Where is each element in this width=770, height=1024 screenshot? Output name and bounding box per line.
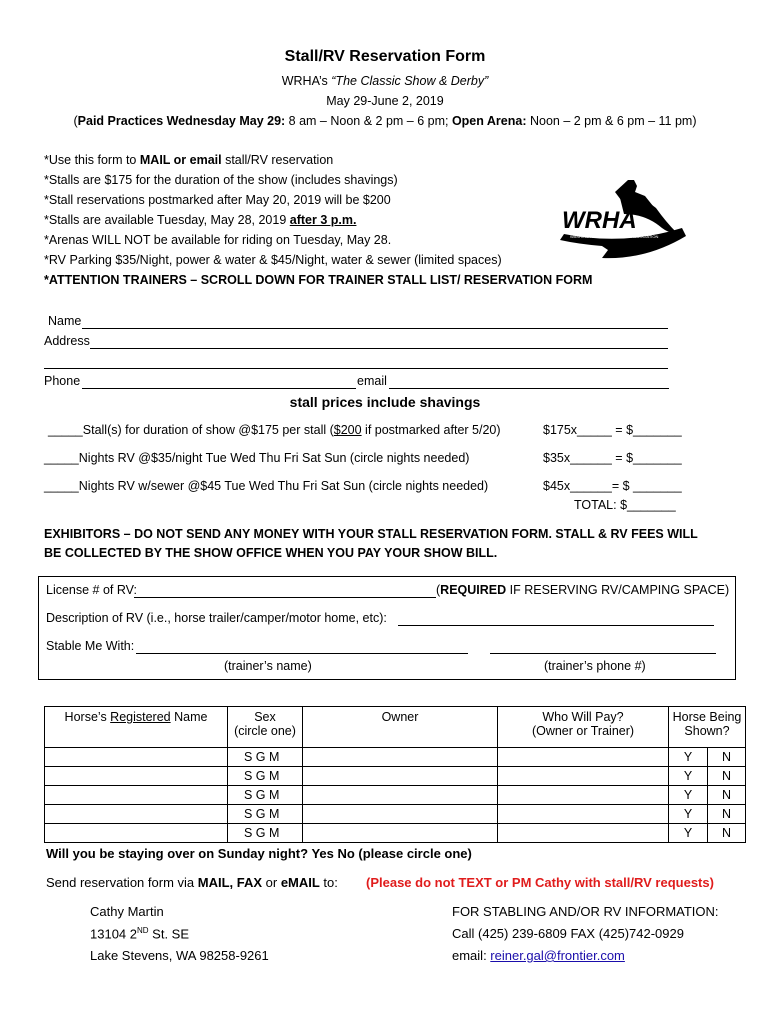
trainer-phone-caption: (trainer’s phone #) xyxy=(544,659,646,673)
who-pays-cell[interactable] xyxy=(498,767,669,786)
who-pays-cell[interactable] xyxy=(498,824,669,843)
show-dates: May 29-June 2, 2019 xyxy=(326,94,444,108)
practice-open: ( xyxy=(73,114,78,128)
note-5: *Arenas WILL NOT be available for riding on Tuesday, May 28. xyxy=(44,233,392,247)
horse-row xyxy=(45,805,746,824)
exhibitors-notice-2: BE COLLECTED BY THE SHOW OFFICE WHEN YOU PAY YOUR SHOW BILL. xyxy=(44,546,498,560)
rv-calc[interactable]: $35x______ = $_______ xyxy=(543,451,682,465)
note-1 xyxy=(44,153,333,167)
rv-line[interactable]: _____Nights RV @$35/night Tue Wed Thu Fri Sat Sun (circle nights needed) xyxy=(44,451,470,465)
shown-no-cell[interactable]: N xyxy=(708,824,746,843)
required-label: REQUIRED xyxy=(440,583,507,597)
stall-blank[interactable]: _____ xyxy=(48,423,83,437)
contact-city: Lake Stevens, WA 98258-9261 xyxy=(90,948,269,963)
horse-rider-icon xyxy=(560,176,690,266)
horse-name-cell[interactable] xyxy=(45,786,228,805)
sunday-question: Will you be staying over on Sunday night? Yes No (please circle one) xyxy=(46,846,472,861)
logo-text: WRHA xyxy=(562,207,637,234)
horse-name-cell[interactable] xyxy=(45,824,228,843)
practice-schedule xyxy=(0,114,770,128)
shown-no-cell[interactable]: N xyxy=(708,805,746,824)
col-horse-name: Horse’s Registered Name xyxy=(45,707,228,748)
license-field[interactable] xyxy=(134,597,436,598)
license-required xyxy=(436,583,729,597)
who-pays-cell[interactable] xyxy=(498,748,669,767)
horse-name-cell[interactable] xyxy=(45,767,228,786)
shown-no-cell[interactable]: N xyxy=(708,767,746,786)
note-3: *Stall reservations postmarked after May 20, 2019 will be $200 xyxy=(44,193,391,207)
sex-cell[interactable]: S G M xyxy=(228,824,303,843)
stall-post: if postmarked after 5/20) xyxy=(361,423,501,437)
form-title: Stall/RV Reservation Form xyxy=(284,48,486,65)
owner-cell[interactable] xyxy=(303,767,498,786)
prices-heading: stall prices include shavings xyxy=(289,394,481,410)
rv-description-field[interactable] xyxy=(398,625,714,626)
col-horse-shown: Horse Being Shown? xyxy=(669,707,746,748)
trainer-name-field[interactable] xyxy=(136,653,468,654)
who-pays-cell[interactable] xyxy=(498,805,669,824)
horse-table xyxy=(44,706,746,843)
send-warning: (Please do not TEXT or PM Cathy with stall/RV requests) xyxy=(366,875,714,890)
horse-name-cell[interactable] xyxy=(45,748,228,767)
sex-cell[interactable]: S G M xyxy=(228,805,303,824)
info-email: email: reiner.gal@frontier.com xyxy=(452,948,625,963)
stall-pre: Stall(s) for duration of show @$175 per stall ( xyxy=(82,423,334,437)
info-heading: FOR STABLING AND/OR RV INFORMATION: xyxy=(452,904,719,919)
name-label: Name xyxy=(48,314,82,328)
address-field-line-2[interactable] xyxy=(44,368,668,369)
logo-subtext: WASHINGTON REINING HORSE ASSOCIATION xyxy=(570,234,659,239)
name-field[interactable] xyxy=(82,328,668,329)
horse-table-body xyxy=(45,748,746,843)
org-prefix: WRHA’s xyxy=(281,74,332,88)
stall-line xyxy=(48,423,501,437)
stall-late-price: $200 xyxy=(333,423,362,437)
shown-yes-cell[interactable]: Y xyxy=(669,786,708,805)
stable-with-label: Stable Me With: xyxy=(46,639,135,653)
info-phone: Call (425) 239-6809 FAX (425)742-0929 xyxy=(452,926,684,941)
trainer-name-caption: (trainer’s name) xyxy=(224,659,312,673)
practice-label: Paid Practices Wednesday May 29: xyxy=(77,114,286,128)
phone-label: Phone xyxy=(44,374,81,388)
email-field[interactable] xyxy=(389,388,669,389)
phone-field[interactable] xyxy=(82,388,356,389)
contact-street: 13104 2ND St. SE xyxy=(90,926,190,942)
horse-name-cell[interactable] xyxy=(45,805,228,824)
shown-yes-cell[interactable]: Y xyxy=(669,748,708,767)
horse-row xyxy=(45,786,746,805)
horse-row xyxy=(45,767,746,786)
send-instructions: Send reservation form via MAIL, FAX or eMAIL to: xyxy=(46,875,338,890)
shown-yes-cell[interactable]: Y xyxy=(669,805,708,824)
required-post: IF RESERVING RV/CAMPING SPACE) xyxy=(506,583,730,597)
required-paren: ( xyxy=(436,583,441,597)
stall-calc[interactable]: $175x_____ = $_______ xyxy=(543,423,682,437)
col-who-pays: Who Will Pay? (Owner or Trainer) xyxy=(498,707,669,748)
contact-name: Cathy Martin xyxy=(90,904,164,919)
note-4-pre: *Stalls are available Tuesday, May 28, 2019 xyxy=(44,213,290,227)
show-subtitle xyxy=(0,74,770,88)
col-sex: Sex (circle one) xyxy=(228,707,303,748)
note-1-bold: MAIL or email xyxy=(139,153,222,167)
license-label: License # of RV: xyxy=(46,583,138,597)
sex-cell[interactable]: S G M xyxy=(228,748,303,767)
owner-cell[interactable] xyxy=(303,786,498,805)
horse-table-header xyxy=(45,707,746,748)
note-4-bold: after 3 p.m. xyxy=(289,213,357,227)
note-7: *ATTENTION TRAINERS – SCROLL DOWN FOR TRAINER STALL LIST/ RESERVATION FORM xyxy=(44,273,593,287)
note-1-post: stall/RV reservation xyxy=(221,153,334,167)
who-pays-cell[interactable] xyxy=(498,786,669,805)
sex-cell[interactable]: S G M xyxy=(228,786,303,805)
shown-no-cell[interactable]: N xyxy=(708,748,746,767)
owner-cell[interactable] xyxy=(303,748,498,767)
open-arena-label: Open Arena: xyxy=(451,114,527,128)
rv-sewer-calc[interactable]: $45x______= $ _______ xyxy=(543,479,682,493)
note-6: *RV Parking $35/Night, power & water & $45/Night, water & sewer (limited spaces) xyxy=(44,253,502,267)
sex-cell[interactable]: S G M xyxy=(228,767,303,786)
open-arena-times: Noon – 2 pm & 6 pm – 11 pm) xyxy=(526,114,697,128)
note-4 xyxy=(44,213,356,227)
col-owner: Owner xyxy=(303,707,498,748)
shown-yes-cell[interactable]: Y xyxy=(669,824,708,843)
note-1-pre: *Use this form to xyxy=(44,153,140,167)
shown-yes-cell[interactable]: Y xyxy=(669,767,708,786)
total-line[interactable]: TOTAL: $_______ xyxy=(574,498,676,512)
rv-sewer-line[interactable]: _____Nights RV w/sewer @$45 Tue Wed Thu Fri Sat Sun (circle nights needed) xyxy=(44,479,489,493)
exhibitors-notice-1: EXHIBITORS – DO NOT SEND ANY MONEY WITH YOUR STALL RESERVATION FORM. STALL & RV FEES WILL xyxy=(44,527,698,541)
trainer-phone-field[interactable] xyxy=(490,653,716,654)
practice-times: 8 am – Noon & 2 pm – 6 pm; xyxy=(285,114,452,128)
show-name: “The Classic Show & Derby” xyxy=(331,74,489,88)
owner-cell[interactable] xyxy=(303,824,498,843)
address-field[interactable] xyxy=(90,348,668,349)
shown-no-cell[interactable]: N xyxy=(708,786,746,805)
wrha-logo xyxy=(560,176,690,266)
address-label: Address xyxy=(44,334,90,348)
owner-cell[interactable] xyxy=(303,805,498,824)
note-2: *Stalls are $175 for the duration of the show (includes shavings) xyxy=(44,173,398,187)
horse-row xyxy=(45,748,746,767)
email-label: email xyxy=(357,374,387,388)
horse-row xyxy=(45,824,746,843)
rv-description-label: Description of RV (i.e., horse trailer/camper/motor home, etc): xyxy=(46,611,387,625)
email-link[interactable]: reiner.gal@frontier.com xyxy=(490,948,625,963)
